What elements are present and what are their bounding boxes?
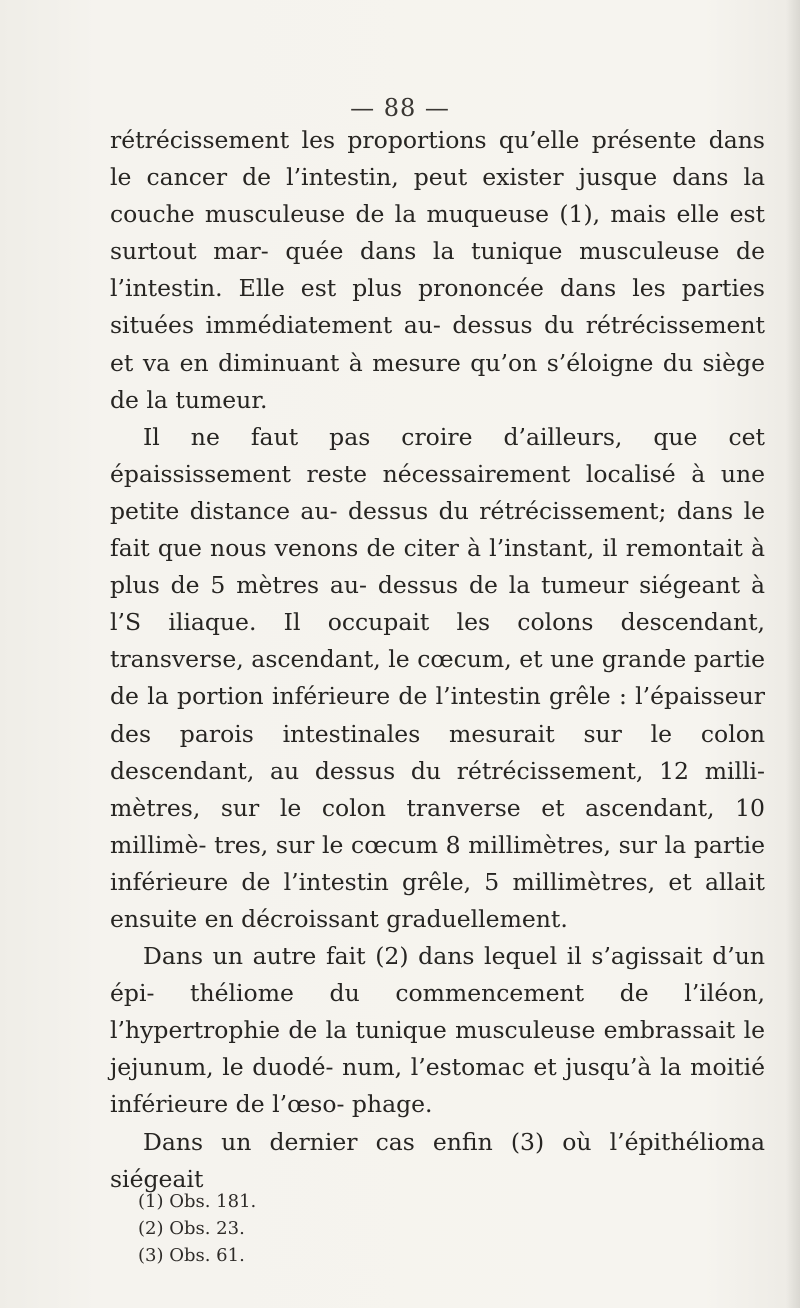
paragraph-2: Il ne faut pas croire d’ailleurs, que cet épaississement reste nécessairement localisé à une petite distance au- dessus du rétrécissement; dans le fait que nous venons de citer à l’instant, il remontait à plus de 5 mètres au- dessus de la tumeur siégeant à l’S iliaque. Il occupait les colons descendant, transverse, ascendant, le cœcum, et une grande partie de la portion inférieure de l’intestin grêle : l’épaisseur des parois intestinales mesurait sur le colon descendant, au dessus du rétrécissement, 12 milli- mètres, sur le colon tranverse et ascendant, 10 millimè- tres, sur le cœcum 8 millimètres, sur la partie inférieure de l’intestin grêle, 5 millimètres, et allait ensuite en décroissant graduellement.	[110, 422, 765, 933]
page-edge-shadow	[786, 0, 800, 1308]
footnote-1: (1) Obs. 181.	[138, 1191, 257, 1212]
paragraph-1: rétrécissement les proportions qu’elle présente dans le cancer de l’intestin, peut exister jusque dans la couche musculeuse de la muqueuse (1), mais elle est surtout mar- quée dans la tunique musculeuse de l’intestin. Elle est plus prononcée dans les parties situées immédiatement au- dessus du rétrécissement et va en diminuant à mesure qu’on s’éloigne du siège de la tumeur.	[110, 126, 765, 414]
footnote-2: (2) Obs. 23.	[138, 1218, 245, 1239]
paragraph-3: Dans un autre fait (2) dans lequel il s’agissait d’un épi- théliome du commencement de l’iléon, l’hypertrophie de la tunique musculeuse embrassait le jejunum, le duodé- num, l’estomac et jusqu’à la moitié inférieure de l’œso- phage.	[110, 942, 765, 1119]
body-text	[110, 122, 765, 1198]
paragraph-4: Dans un dernier cas enfin (3) où l’épithélioma siégeait	[110, 1127, 765, 1193]
footnote-3: (3) Obs. 61.	[138, 1245, 245, 1266]
page-number: — 88 —	[350, 94, 450, 122]
footnotes	[138, 1188, 638, 1269]
